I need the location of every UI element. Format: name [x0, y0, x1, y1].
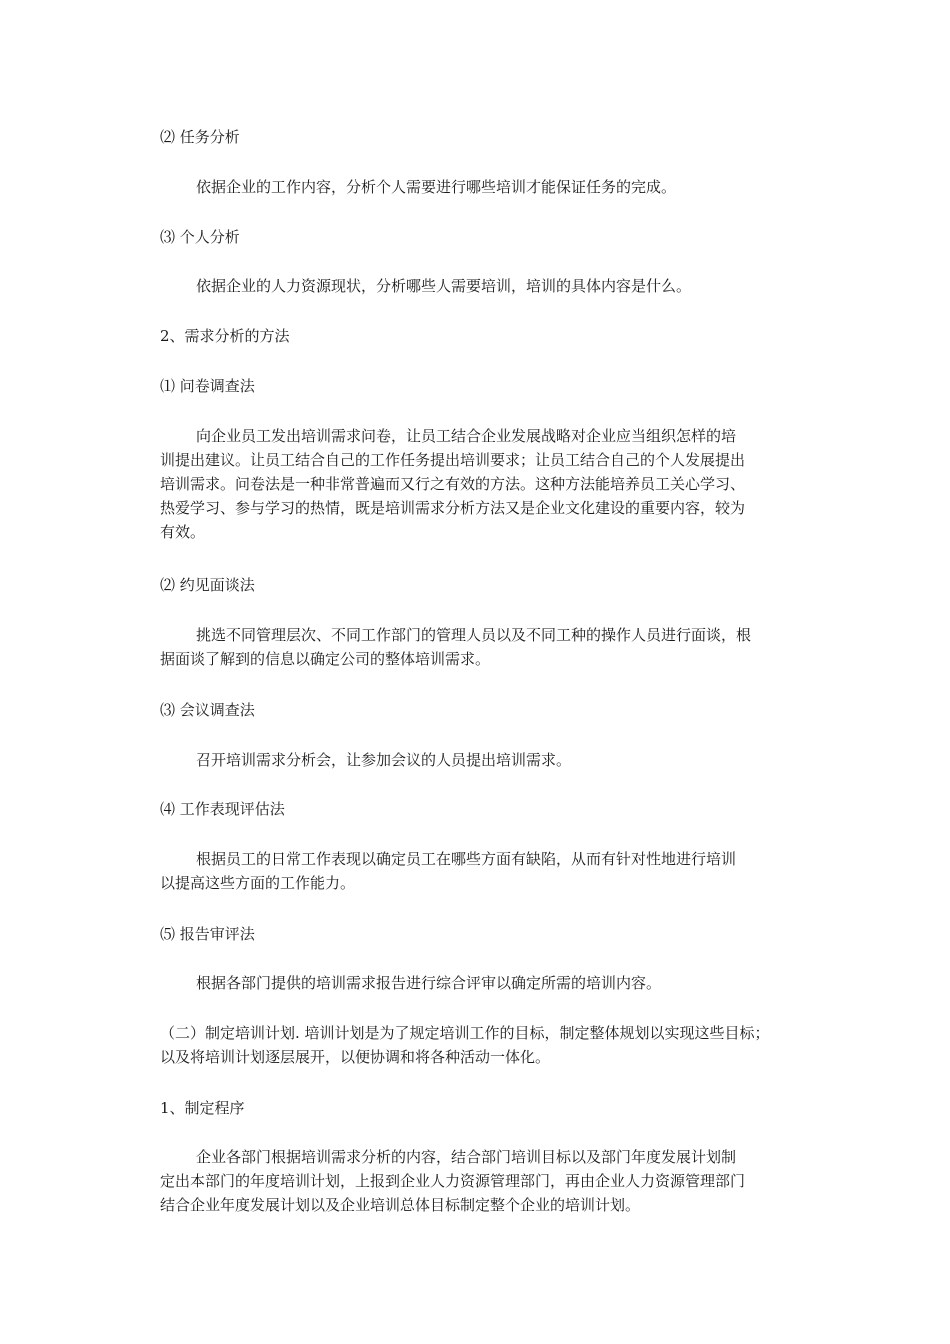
paragraph-line: 培训需求。问卷法是一种非常普遍而又行之有效的方法。这种方法能培养员工关心学习、	[160, 475, 746, 493]
paragraph-questionnaire	[160, 424, 812, 544]
paragraph-line: 召开培训需求分析会，让参加会议的人员提出培训需求。	[196, 751, 572, 769]
paragraph-line: 热爱学习、参与学习的热情，既是培训需求分析方法又是企业文化建设的重要内容，较为	[160, 499, 746, 517]
paragraph-report-review	[160, 971, 812, 995]
paragraph-procedure	[160, 1145, 812, 1217]
paragraph-meeting-survey	[160, 748, 812, 772]
paragraph-interview	[160, 623, 812, 671]
section-heading-report-review: ⑸ 报告审评法	[160, 925, 255, 943]
paragraph-line: 结合企业年度发展计划以及企业培训总体目标制定整个企业的培训计划。	[160, 1196, 641, 1214]
section-heading-personal-analysis: ⑶ 个人分析	[160, 228, 240, 246]
paragraph-task-analysis	[160, 175, 812, 199]
section-heading-analysis-methods: 2、需求分析的方法	[160, 327, 290, 345]
paragraph-performance-evaluation	[160, 847, 812, 895]
paragraph-line: 据面谈了解到的信息以确定公司的整体培训需求。	[160, 650, 491, 668]
paragraph-line: 依据企业的人力资源现状，分析哪些人需要培训，培训的具体内容是什么。	[196, 277, 692, 295]
paragraph-training-plan	[160, 1021, 812, 1069]
paragraph-line: 企业各部门根据培训需求分析的内容，结合部门培训目标以及部门年度发展计划制	[196, 1148, 737, 1166]
section-heading-performance-evaluation: ⑷ 工作表现评估法	[160, 800, 285, 818]
section-heading-meeting-survey: ⑶ 会议调查法	[160, 701, 255, 719]
paragraph-line: 定出本部门的年度培训计划，上报到企业人力资源管理部门，再由企业人力资源管理部门	[160, 1172, 746, 1190]
paragraph-line: 向企业员工发出培训需求问卷，让员工结合企业发展战略对企业应当组织怎样的培	[196, 427, 737, 445]
paragraph-line: 根据员工的日常工作表现以确定员工在哪些方面有缺陷，从而有针对性地进行培训	[196, 850, 737, 868]
section-heading-interview: ⑵ 约见面谈法	[160, 576, 255, 594]
paragraph-line: 训提出建议。让员工结合自己的工作任务提出培训要求；让员工结合自己的个人发展提出	[160, 451, 746, 469]
paragraph-line: 挑选不同管理层次、不同工作部门的管理人员以及不同工种的操作人员进行面谈，根	[196, 626, 752, 644]
paragraph-personal-analysis	[160, 274, 812, 298]
paragraph-line: 依据企业的工作内容，分析个人需要进行哪些培训才能保证任务的完成。	[196, 178, 677, 196]
paragraph-line: 有效。	[160, 523, 206, 541]
paragraph-line: （二）制定培训计划. 培训计划是为了规定培训工作的目标，制定整体规划以实现这些目标；	[160, 1024, 770, 1042]
paragraph-line: 根据各部门提供的培训需求报告进行综合评审以确定所需的培训内容。	[196, 974, 662, 992]
section-heading-questionnaire: ⑴ 问卷调查法	[160, 377, 255, 395]
section-heading-procedure: 1、制定程序	[160, 1099, 245, 1117]
section-heading-task-analysis: ⑵ 任务分析	[160, 128, 240, 146]
paragraph-line: 以及将培训计划逐层展开，以便协调和将各种活动一体化。	[160, 1048, 551, 1066]
paragraph-line: 以提高这些方面的工作能力。	[160, 874, 356, 892]
